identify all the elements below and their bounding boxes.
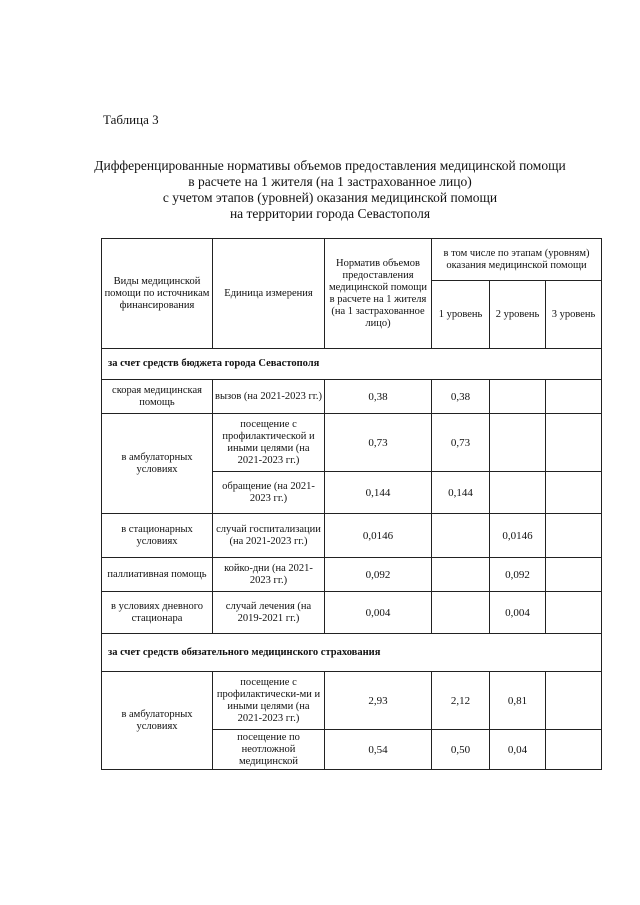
- row-level-2: [490, 380, 546, 414]
- row-level-1: [432, 558, 490, 592]
- heading-line: на территории города Севастополя: [229, 206, 431, 221]
- row-level-3: [546, 380, 602, 414]
- heading-line: в расчете на 1 жителя (на 1 застрахованное лицо): [188, 174, 472, 189]
- row-unit: койко-дни (на 2021-2023 гг.): [213, 558, 325, 592]
- row-unit: случай лечения (на 2019-2021 гг.): [213, 592, 325, 634]
- row-level-1: 0,73: [432, 414, 490, 472]
- row-level-2: [490, 472, 546, 514]
- heading-line: с учетом этапов (уровней) оказания медицинской помощи: [162, 190, 498, 205]
- row-level-3: [546, 472, 602, 514]
- row-level-2: 0,092: [490, 558, 546, 592]
- header-type: Виды медицинской помощи по источникам финансирования: [102, 239, 213, 349]
- row-unit: вызов (на 2021-2023 гг.): [213, 380, 325, 414]
- header-level-1: 1 уровень: [432, 281, 490, 349]
- row-norm: 2,93: [325, 672, 432, 730]
- row-level-2: 0,81: [490, 672, 546, 730]
- section-title: за счет средств бюджета города Севастополя: [102, 349, 602, 380]
- row-type: в амбулаторных условиях: [102, 672, 213, 770]
- table-caption: Таблица 3: [103, 112, 159, 127]
- row-type: в стационарных условиях: [102, 514, 213, 558]
- row-level-3: [546, 592, 602, 634]
- row-level-3: [546, 414, 602, 472]
- row-level-3: [546, 514, 602, 558]
- row-level-3: [546, 558, 602, 592]
- row-level-1: 0,144: [432, 472, 490, 514]
- row-norm: 0,004: [325, 592, 432, 634]
- row-level-1: [432, 514, 490, 558]
- row-type: в условиях дневного стационара: [102, 592, 213, 634]
- header-unit: Единица измерения: [213, 239, 325, 349]
- row-level-2: 0,0146: [490, 514, 546, 558]
- row-norm: 0,38: [325, 380, 432, 414]
- row-unit: посещение по неотложной медицинской: [213, 730, 325, 770]
- row-norm: 0,144: [325, 472, 432, 514]
- norms-table: [101, 238, 602, 770]
- row-norm: 0,092: [325, 558, 432, 592]
- row-type: скорая медицинская помощь: [102, 380, 213, 414]
- row-level-2: [490, 414, 546, 472]
- row-norm: 0,73: [325, 414, 432, 472]
- row-norm: 0,0146: [325, 514, 432, 558]
- section-title: за счет средств обязательного медицинского страхования: [102, 634, 602, 672]
- header-levels-group: в том числе по этапам (уровням) оказания медицинской помощи: [432, 239, 602, 281]
- row-type: паллиативная помощь: [102, 558, 213, 592]
- row-level-1: 0,38: [432, 380, 490, 414]
- row-level-1: 0,50: [432, 730, 490, 770]
- header-level-3: 3 уровень: [546, 281, 602, 349]
- row-norm: 0,54: [325, 730, 432, 770]
- table-heading: [90, 158, 570, 222]
- header-norm: Норматив объемов предоставления медицинской помощи в расчете на 1 жителя (на 1 застрахованное лицо): [325, 239, 432, 349]
- heading-line: Дифференцированные нормативы объемов предоставления медицинской помощи: [94, 158, 566, 173]
- row-level-1: 2,12: [432, 672, 490, 730]
- row-level-2: 0,004: [490, 592, 546, 634]
- row-type: в амбулаторных условиях: [102, 414, 213, 514]
- header-level-2: 2 уровень: [490, 281, 546, 349]
- row-unit: случай госпитализации (на 2021-2023 гг.): [213, 514, 325, 558]
- row-unit: обращение (на 2021-2023 гг.): [213, 472, 325, 514]
- row-unit: посещение с профилактической и иными целями (на 2021-2023 гг.): [213, 414, 325, 472]
- row-level-3: [546, 730, 602, 770]
- row-level-2: 0,04: [490, 730, 546, 770]
- row-unit: посещение с профилактически-ми и иными целями (на 2021-2023 гг.): [213, 672, 325, 730]
- row-level-3: [546, 672, 602, 730]
- row-level-1: [432, 592, 490, 634]
